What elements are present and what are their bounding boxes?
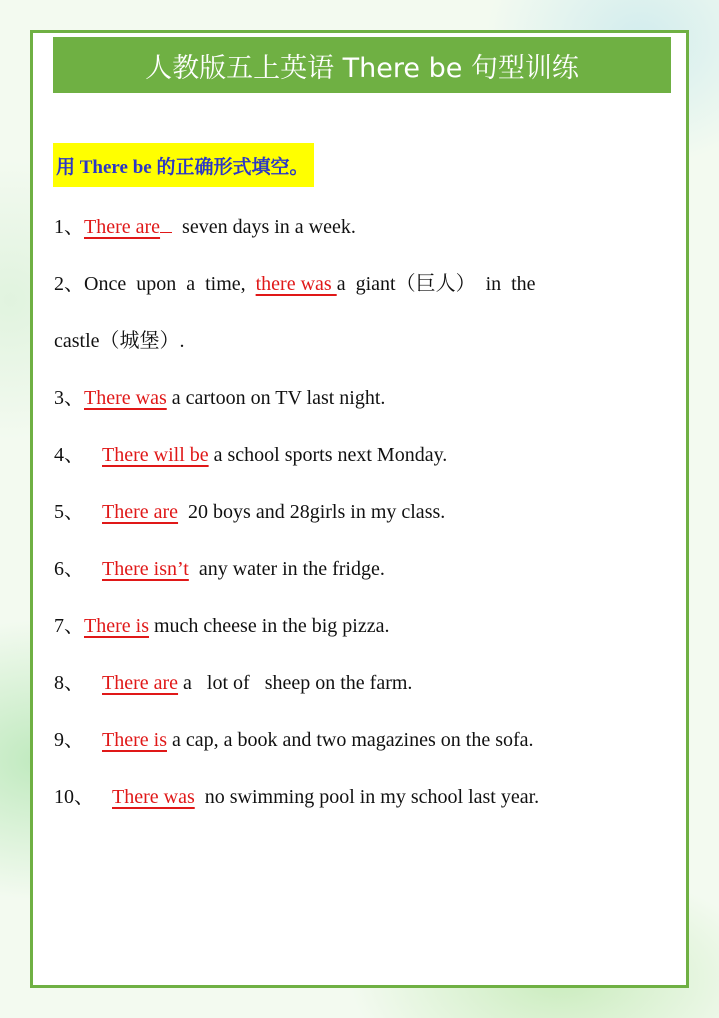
instruction-text: 用 There be 的正确形式填空。: [56, 156, 309, 178]
answer-5: There are: [102, 501, 179, 523]
question-1: 1、There are seven days in a week.: [54, 216, 356, 238]
question-10: 10、 There was no swimming pool in my school last year.: [54, 786, 540, 808]
question-3: 3、There was a cartoon on TV last night.: [54, 387, 386, 409]
answer-9: There is: [102, 729, 167, 751]
question-8: 8、 There are a lot of sheep on the farm.: [54, 672, 413, 694]
question-2: 2、Once upon a time, there was a giant（巨人） in the: [54, 273, 536, 295]
answer-8: There are: [102, 672, 179, 694]
answer-10: There was: [112, 786, 195, 808]
question-5: 5、 There are 20 boys and 28girls in my class.: [54, 501, 446, 523]
answer-4: There will be: [102, 444, 209, 466]
answer-6: There isn’t: [102, 558, 189, 580]
answer-3: There was: [84, 387, 167, 409]
question-4: 4、 There will be a school sports next Monday.: [54, 444, 448, 466]
worksheet-title: [53, 37, 671, 93]
title-text: 人教版五上英语 There be 句型训练: [145, 52, 579, 84]
answer-7: There is: [84, 615, 149, 637]
question-7: 7、There is much cheese in the big pizza.: [54, 615, 390, 637]
question-9: 9、 There is a cap, a book and two magazines on the sofa.: [54, 729, 534, 751]
question-2-continued: castle（城堡）.: [54, 330, 185, 352]
worksheet-frame: [30, 30, 689, 988]
instruction-banner: [53, 143, 314, 187]
answer-1: There are: [84, 216, 161, 238]
answer-2: there was: [255, 273, 337, 295]
question-6: 6、 There isn’t any water in the fridge.: [54, 558, 385, 580]
